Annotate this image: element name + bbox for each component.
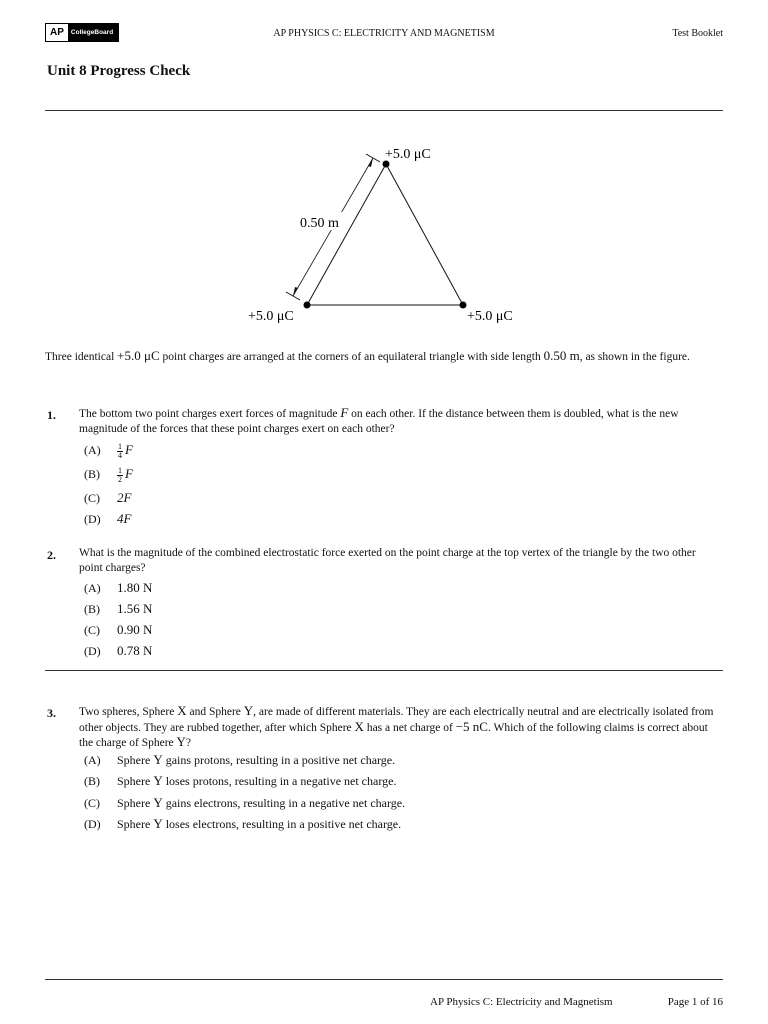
header-course-title: AP PHYSICS C: ELECTRICITY AND MAGNETISM <box>273 28 495 39</box>
section-divider <box>45 670 723 671</box>
question-1-choice-d[interactable]: (D) 4F <box>84 511 132 526</box>
triangle-charge-figure <box>0 0 768 340</box>
question-3-choice-c[interactable]: (C) Sphere Y gains electrons, resulting in a negative net charge. <box>84 795 406 810</box>
question-1-choice-a[interactable]: (A) $\frac{1}{4}$ F <box>84 441 133 460</box>
college-board-logo-text: CollegeBoard <box>68 24 118 41</box>
stem-charge-value: +5.0 μC <box>117 348 160 363</box>
question-3-choice-a[interactable]: (A) Sphere Y gains protons, resulting in a positive net charge. <box>84 752 396 767</box>
question-2-choice-c[interactable]: (C) 0.90 N <box>84 622 153 637</box>
side-length-label: 0.50 m <box>300 216 339 231</box>
question-1-text: The bottom two point charges exert forces of magnitude F on each other. If the distance between them is doubled, what is the new magnitude of the forces that these point charges exert on each other? <box>79 405 679 435</box>
question-1-number: 1. <box>47 408 56 422</box>
page-number: Page 1 of 16 <box>667 996 723 1008</box>
question-2-number: 2. <box>47 548 56 562</box>
question-3-choice-b[interactable]: (B) Sphere Y loses protons, resulting in a negative net charge. <box>84 773 397 788</box>
question-2-choice-d[interactable]: (D) 0.78 N <box>84 643 153 658</box>
question-3-text: Two spheres, Sphere X and Sphere Y, are made of different materials. They are each electrically neutral and are electrically isolated from other objects. They are rubbed together, after which Sphere X has a net charge of −5 nC. Which of the following claims is correct about the charge of Sphere Y? <box>79 703 714 749</box>
question-3-choice-d[interactable]: (D) Sphere Y loses electrons, resulting in a positive net charge. <box>84 816 402 831</box>
right-charge-label: +5.0 μC <box>467 309 513 324</box>
question-3-number: 3. <box>47 706 56 720</box>
footer-divider <box>45 979 723 980</box>
footer-course-name: AP Physics C: Electricity and Magnetism <box>430 996 613 1008</box>
left-charge-dot <box>304 302 311 309</box>
question-2-text: What is the magnitude of the combined electrostatic force exerted on the point charge at the top vertex of the triangle by the two other point charges? <box>79 547 696 574</box>
question-1-choice-c[interactable]: (C) 2F <box>84 490 132 505</box>
header-booklet-label: Test Booklet <box>672 28 723 39</box>
triangle-left-side <box>307 164 386 305</box>
question-2-choice-b[interactable]: (B) 1.56 N <box>84 601 153 616</box>
triangle-right-side <box>386 164 463 305</box>
ap-logo-text: AP <box>46 24 68 41</box>
question-stem: Three identical +5.0 μC point charges are arranged at the corners of an equilateral triangle with side length 0.50 m, as shown in the figure. <box>45 348 690 363</box>
top-charge-label: +5.0 μC <box>385 147 431 162</box>
question-1-choice-b[interactable]: (B) $\frac{1}{2}$ F <box>84 465 133 484</box>
right-charge-dot <box>460 302 467 309</box>
left-charge-label: +5.0 μC <box>248 309 294 324</box>
question-2-choice-a[interactable]: (A) 1.80 N <box>84 580 153 595</box>
page-title: Unit 8 Progress Check <box>47 63 191 79</box>
stem-length-value: 0.50 m <box>543 348 580 363</box>
